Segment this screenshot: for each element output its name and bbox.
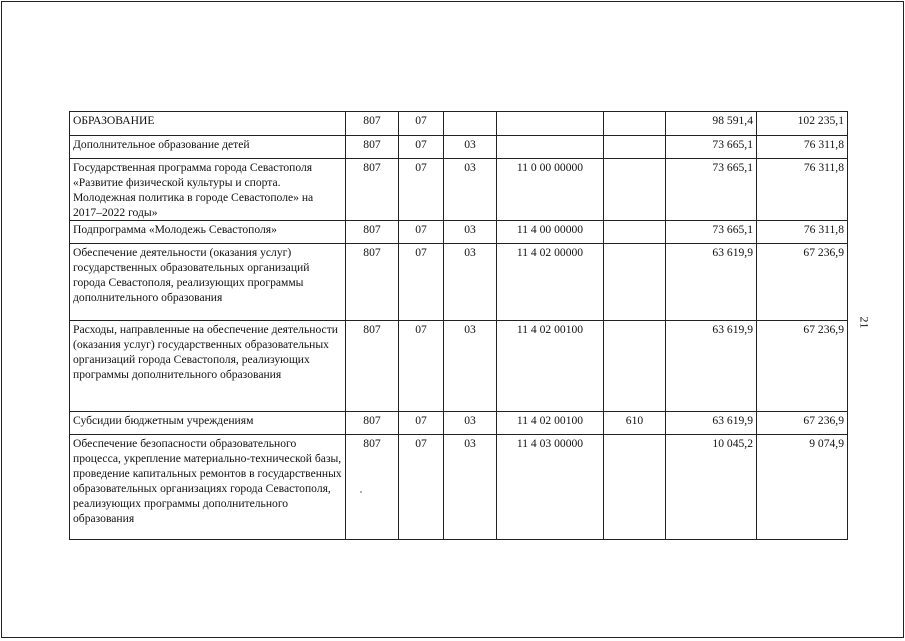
cell-name: Расходы, направленные на обеспечение деятельности (оказания услуг) государственных образовательных организаций города Севастополя, реализующих программы дополнительного образования <box>70 321 346 412</box>
cell-amount-year-1: 73 665,1 <box>666 136 757 159</box>
cell-amount-year-1: 63 619,9 <box>666 244 757 321</box>
cell-target-article: 11 4 02 00100 <box>497 321 604 412</box>
cell-amount-year-2: 76 311,8 <box>757 136 848 159</box>
cell-expense-type <box>604 221 666 244</box>
cell-subsection: 03 <box>444 435 497 540</box>
cell-amount-year-2: 76 311,8 <box>757 159 848 221</box>
cell-target-article: 11 4 02 00000 <box>497 244 604 321</box>
cell-section: 07 <box>399 412 444 435</box>
table-row <box>70 412 848 435</box>
cell-name: Обеспечение деятельности (оказания услуг) государственных образовательных организаций города Севастополя, реализующих программы дополнительного образования <box>70 244 346 321</box>
cell-section: 07 <box>399 244 444 321</box>
cell-name: Дополнительное образование детей <box>70 136 346 159</box>
cell-subsection: 03 <box>444 221 497 244</box>
cell-subsection: 03 <box>444 244 497 321</box>
cell-amount-year-1: 73 665,1 <box>666 159 757 221</box>
scan-speck <box>360 491 362 493</box>
cell-ministry-code: 807 <box>346 321 399 412</box>
cell-ministry-code: 807 <box>346 435 399 540</box>
cell-target-article <box>497 112 604 136</box>
cell-ministry-code: 807 <box>346 112 399 136</box>
table-row <box>70 221 848 244</box>
table-row <box>70 244 848 321</box>
cell-amount-year-2: 9 074,9 <box>757 435 848 540</box>
table-row <box>70 136 848 159</box>
cell-section: 07 <box>399 112 444 136</box>
cell-amount-year-2: 67 236,9 <box>757 412 848 435</box>
cell-expense-type <box>604 136 666 159</box>
cell-section: 07 <box>399 435 444 540</box>
cell-section: 07 <box>399 321 444 412</box>
cell-name: Обеспечение безопасности образовательного процесса, укрепление материально-технической базы, проведение капитальных ремонтов в государственных образовательных организациях города Севастополя, реализующих программы дополнительного образования <box>70 435 346 540</box>
cell-name: Подпрограмма «Молодежь Севастополя» <box>70 221 346 244</box>
cell-amount-year-1: 73 665,1 <box>666 221 757 244</box>
table-row <box>70 159 848 221</box>
cell-ministry-code: 807 <box>346 136 399 159</box>
cell-expense-type <box>604 159 666 221</box>
cell-amount-year-1: 10 045,2 <box>666 435 757 540</box>
cell-ministry-code: 807 <box>346 244 399 321</box>
cell-target-article <box>497 136 604 159</box>
cell-target-article: 11 4 00 00000 <box>497 221 604 244</box>
cell-subsection: 03 <box>444 321 497 412</box>
cell-name: Субсидии бюджетным учреждениям <box>70 412 346 435</box>
cell-amount-year-2: 67 236,9 <box>757 244 848 321</box>
cell-ministry-code: 807 <box>346 412 399 435</box>
cell-section: 07 <box>399 221 444 244</box>
cell-expense-type: 610 <box>604 412 666 435</box>
cell-amount-year-1: 63 619,9 <box>666 321 757 412</box>
cell-name: Государственная программа города Севастополя «Развитие физической культуры и спорта. Молодежная политика в городе Севастополе» на 2017–2022 годы» <box>70 159 346 221</box>
cell-section: 07 <box>399 136 444 159</box>
cell-expense-type <box>604 112 666 136</box>
cell-amount-year-1: 98 591,4 <box>666 112 757 136</box>
cell-amount-year-2: 67 236,9 <box>757 321 848 412</box>
cell-subsection: 03 <box>444 412 497 435</box>
page-number: 21 <box>857 316 872 329</box>
document-page <box>1 1 904 638</box>
cell-expense-type <box>604 244 666 321</box>
cell-subsection: 03 <box>444 136 497 159</box>
cell-target-article: 11 4 02 00100 <box>497 412 604 435</box>
cell-amount-year-1: 63 619,9 <box>666 412 757 435</box>
cell-expense-type <box>604 435 666 540</box>
table-row <box>70 112 848 136</box>
cell-section: 07 <box>399 159 444 221</box>
cell-subsection <box>444 112 497 136</box>
cell-name: ОБРАЗОВАНИЕ <box>70 112 346 136</box>
cell-amount-year-2: 76 311,8 <box>757 221 848 244</box>
cell-ministry-code: 807 <box>346 221 399 244</box>
cell-subsection: 03 <box>444 159 497 221</box>
cell-amount-year-2: 102 235,1 <box>757 112 848 136</box>
cell-target-article: 11 0 00 00000 <box>497 159 604 221</box>
table-row <box>70 435 848 540</box>
budget-table <box>69 111 848 540</box>
cell-target-article: 11 4 03 00000 <box>497 435 604 540</box>
cell-ministry-code: 807 <box>346 159 399 221</box>
cell-expense-type <box>604 321 666 412</box>
table-row <box>70 321 848 412</box>
